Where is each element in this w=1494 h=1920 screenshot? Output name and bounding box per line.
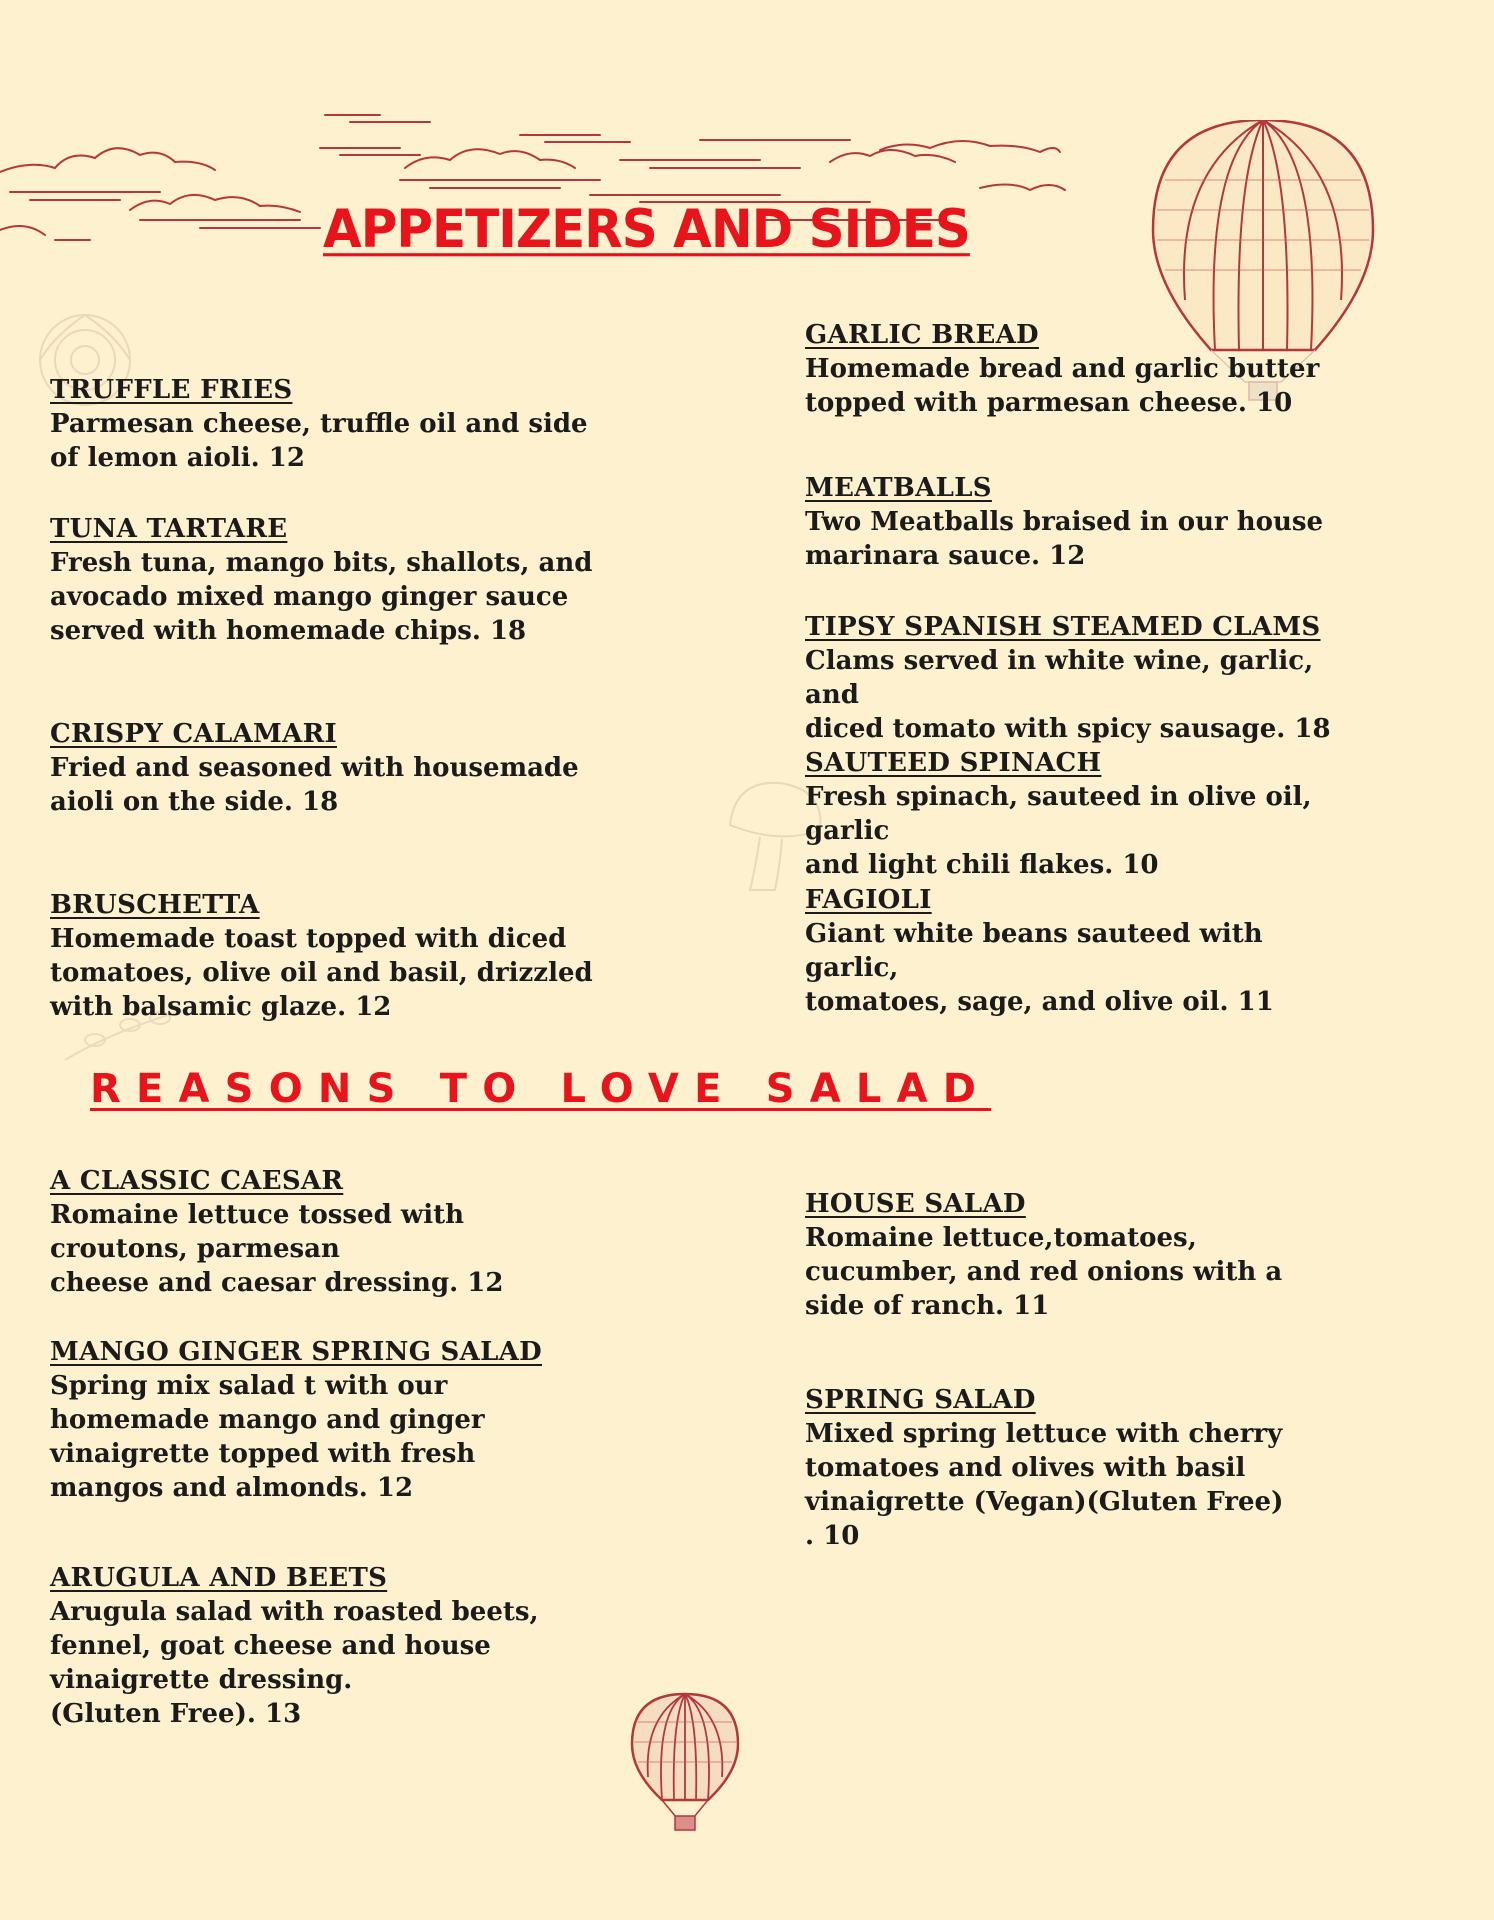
menu-item-description: Spring mix salad t with our homemade mango and ginger vinaigrette topped with fresh mangos and almonds. 12 [50,1371,485,1503]
menu-item [50,717,610,819]
appetizers-section-title: APPETIZERS AND SIDES [323,198,970,260]
menu-item [805,1383,1365,1553]
menu-item-name: SPRING SALAD [805,1385,1036,1415]
menu-item-description: Giant white beans sauteed with garlic, tomatoes, sage, and olive oil. 11 [805,919,1274,1017]
menu-item [50,888,610,1024]
menu-item-name: FAGIOLI [805,885,932,915]
menu-item-name: CRISPY CALAMARI [50,719,337,749]
menu-item-description: Fresh spinach, sauteed in olive oil, garlic and light chili flakes. 10 [805,782,1312,880]
menu-item [805,746,1365,882]
menu-item [805,610,1365,746]
menu-item [50,512,610,648]
menu-item [50,1335,610,1505]
menu-item [805,471,1365,573]
menu-item-description: Homemade bread and garlic butter topped with parmesan cheese. 10 [805,354,1320,418]
menu-item [805,883,1365,1019]
menu-item-description: Parmesan cheese, truffle oil and side of lemon aioli. 12 [50,409,588,473]
menu-item-description: Two Meatballs braised in our house marinara sauce. 12 [805,507,1324,571]
menu-item-name: SAUTEED SPINACH [805,748,1102,778]
menu-item-description: Arugula salad with roasted beets, fennel, goat cheese and house vinaigrette dressing. (Gluten Free). 13 [50,1597,539,1729]
menu-item-description: Romaine lettuce,tomatoes, cucumber, and red onions with a side of ranch. 11 [805,1223,1283,1321]
menu-item-description: Mixed spring lettuce with cherry tomatoes and olives with basil vinaigrette (Vegan)(Gluten Free) . 10 [805,1419,1284,1551]
menu-item [805,1187,1365,1323]
salads-section-title: REASONS TO LOVE SALAD [90,1066,992,1112]
menu-item [805,318,1365,420]
menu-item-description: Fried and seasoned with housemade aioli on the side. 18 [50,753,579,817]
menu-item-name: ARUGULA AND BEETS [50,1563,388,1593]
menu-item-name: HOUSE SALAD [805,1189,1026,1219]
menu-item-description: Clams served in white wine, garlic, and diced tomato with spicy sausage. 18 [805,646,1331,744]
menu-item-name: GARLIC BREAD [805,320,1039,350]
small-hot-air-balloon-icon [628,1692,742,1834]
menu-item-description: Romaine lettuce tossed with croutons, parmesan cheese and caesar dressing. 12 [50,1200,504,1298]
menu-item-name: TRUFFLE FRIES [50,375,293,405]
menu-item-description: Homemade toast topped with diced tomatoes, olive oil and basil, drizzled with balsamic glaze. 12 [50,924,593,1022]
menu-item-name: BRUSCHETTA [50,890,260,920]
menu-item-name: A CLASSIC CAESAR [50,1166,344,1196]
menu-item-name: TIPSY SPANISH STEAMED CLAMS [805,612,1321,642]
menu-item [50,373,610,475]
menu-item-description: Fresh tuna, mango bits, shallots, and avocado mixed mango ginger sauce served with homemade chips. 18 [50,548,593,646]
menu-item-name: MANGO GINGER SPRING SALAD [50,1337,543,1367]
menu-item-name: MEATBALLS [805,473,992,503]
menu-item-name: TUNA TARTARE [50,514,288,544]
menu-item [50,1561,610,1731]
menu-item [50,1164,610,1300]
